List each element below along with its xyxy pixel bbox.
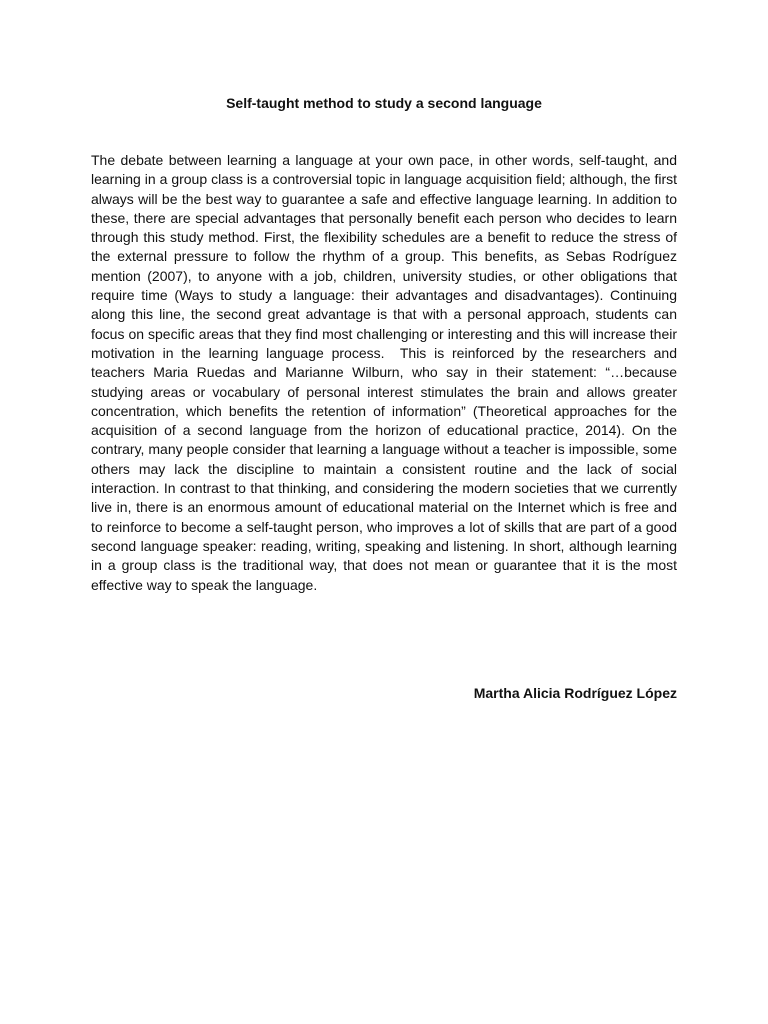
document-title: Self-taught method to study a second language (226, 95, 542, 111)
author-signature: Martha Alicia Rodríguez López (473, 685, 677, 701)
body-paragraph: The debate between learning a language at your own pace, in other words, self-taught, and learning in a group class is a controversial topic in language acquisition field; although, the first always will be the best way to guarantee a safe and effective language learning. In addition to these, there are special advantages that personally benefit each person who decides to learn through this study method. First, the flexibility schedules are a benefit to reduce the stress of the external pressure to follow the rhythm of a group. This benefits, as Sebas Rodríguez mention (2007), to anyone with a job, children, university studies, or other obligations that require time (Ways to study a language: their advantages and disadvantages). Continuing along this line, the second great advantage is that with a personal approach, students can focus on specific areas that they find most challenging or interesting and this will increase their motivation in the learning language process. This is reinforced by the researchers and teachers Maria Ruedas and Marianne Wilburn, who say in their statement: “…because studying areas or vocabulary of personal interest stimulates the brain and allows greater concentration, which benefits the retention of information” (Theoretical approaches for the acquisition of a second language from the horizon of educational practice, 2014). On the contrary, many people consider that learning a language without a teacher is impossible, some others may lack the discipline to maintain a consistent routine and the lack of social interaction. In contrast to that thinking, and considering the modern societies that we currently live in, there is an enormous amount of educational material on the Internet which is free and to reinforce to become a self-taught person, who improves a lot of skills that are part of a good second language speaker: reading, writing, speaking and listening. In short, although learning in a group class is the traditional way, that does not mean or guarantee that it is the most effective way to speak the language. (91, 152, 681, 593)
